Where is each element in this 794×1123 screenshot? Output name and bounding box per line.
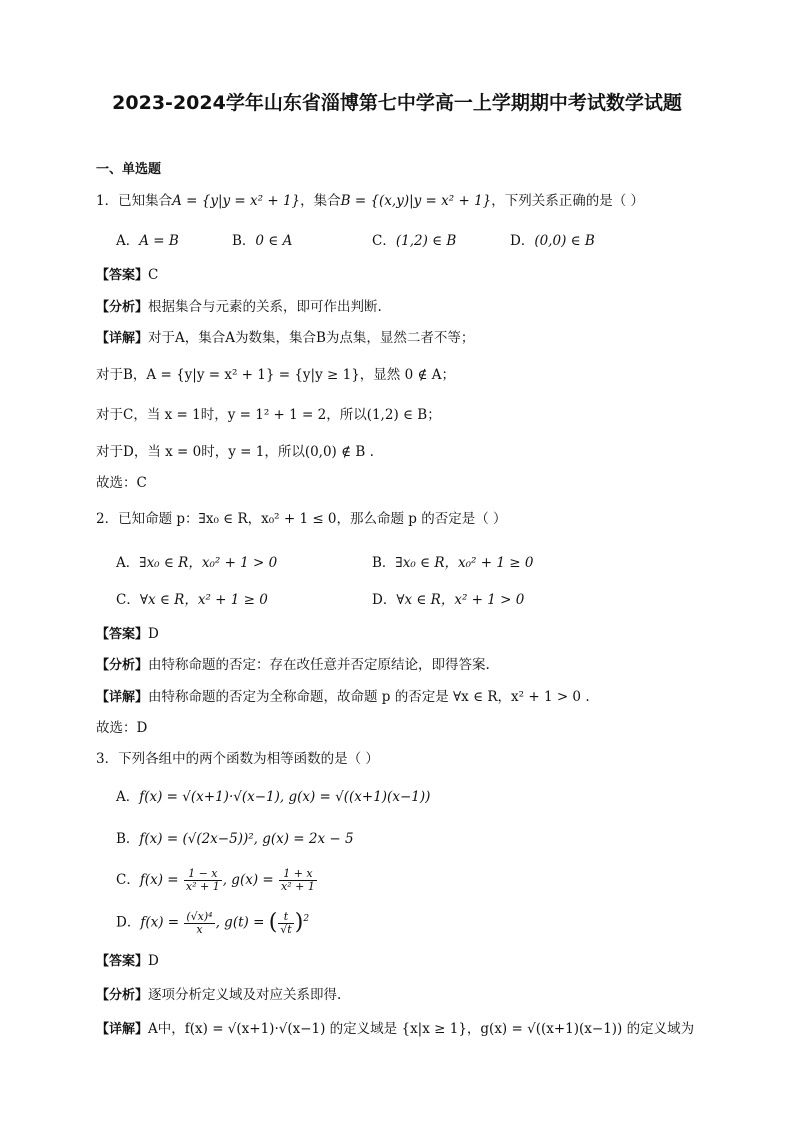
fraction: $\frac{\text{(√x)⁴}}{x}$ <box>186 909 213 936</box>
question-3-stem: 3．下列各组中的两个函数为相等函数的是（ ） <box>96 751 379 767</box>
q1-detail-b: 对于B，A = {y|y = x² + 1} = {y|y ≥ 1}，显然 0 ∉ A； <box>96 367 456 383</box>
q3-option-d: D．f(x) = $\frac{\text{(√x)⁴}}{x}$ , g(t) = ( $\frac{t}{√t}$ )$^2$ <box>116 909 310 936</box>
q1-detail-c: 对于C，当 x = 1时，y = 1² + 1 = 2，所以(1,2) ∈ B； <box>96 407 441 423</box>
q1-choose: 故选：C <box>96 475 147 491</box>
q1-detail-d: 对于D，当 x = 0时，y = 1，所以(0,0) ∉ B . <box>96 444 374 460</box>
q2-option-b: B．∃x₀ ∈ R，x₀² + 1 ≥ 0 <box>372 555 534 571</box>
q3-option-a: A．f(x) = √(x+1)·√(x−1), g(x) = √((x+1)(x−1)) <box>116 789 431 805</box>
section-heading: 一、单选题 <box>96 162 162 177</box>
q2-answer: 【答案】D <box>96 626 159 642</box>
set-a: A = {y|y = x² + 1} <box>172 193 301 209</box>
q3-analysis: 【分析】逐项分析定义域及对应关系即得. <box>96 987 342 1003</box>
question-2-stem: 2．已知命题 p：∃x₀ ∈ R，x₀² + 1 ≤ 0，那么命题 p 的否定是（ ） <box>96 511 507 527</box>
fraction: $\frac{1 - x}{\text{x² + 1}}$ <box>185 867 220 893</box>
q2-analysis: 【分析】由特称命题的否定：存在改任意并否定原结论，即得答案. <box>96 657 490 673</box>
q1-option-d: D．(0,0) ∈ B <box>510 233 595 249</box>
fraction: $\frac{t}{√t}$ <box>280 909 292 936</box>
q1-option-a: A．A = B <box>116 233 179 249</box>
q1-option-b: B．0 ∈ A <box>232 233 293 249</box>
q3-option-b: B．f(x) = (√(2x−5))², g(x) = 2x − 5 <box>116 831 354 847</box>
q1-option-c: C．(1,2) ∈ B <box>372 233 457 249</box>
q1-answer: 【答案】C <box>96 267 159 283</box>
q2-option-c: C．∀x ∈ R，x² + 1 ≥ 0 <box>116 592 268 608</box>
q1-detail: 【详解】对于A，集合A为数集，集合B为点集，显然二者不等； <box>96 330 475 346</box>
q1-analysis: 【分析】根据集合与元素的关系，即可作出判断. <box>96 299 382 315</box>
q2-detail: 【详解】由特称命题的否定为全称命题，故命题 p 的否定是 ∀x ∈ R，x² + 1 > 0 . <box>96 689 590 705</box>
q3-option-c: C．f(x) = $\frac{1 - x}{\text{x² + 1}}$ , g(x) = $\frac{1 + x}{\text{x² + 1}}$ <box>116 867 315 893</box>
question-1-stem: 1．已知集合A = {y|y = x² + 1}，集合B = {(x,y)|y = x² + 1}，下列关系正确的是（ ） <box>96 193 645 209</box>
set-b: B = {(x,y)|y = x² + 1} <box>340 193 492 209</box>
q3-answer: 【答案】D <box>96 953 159 969</box>
q2-option-d: D．∀x ∈ R，x² + 1 > 0 <box>372 592 525 608</box>
fraction: $\frac{1 + x}{\text{x² + 1}}$ <box>281 867 315 893</box>
q2-choose: 故选：D <box>96 720 148 736</box>
q2-option-a: A．∃x₀ ∈ R，x₀² + 1 > 0 <box>116 555 278 571</box>
q3-detail: 【详解】A中，f(x) = √(x+1)·√(x−1) 的定义域是 {x|x ≥ 1}，g(x) = √((x+1)(x−1)) 的定义域为 <box>96 1021 695 1037</box>
page-title: 2023-2024学年山东省淄博第七中学高一上学期期中考试数学试题 <box>112 92 682 114</box>
